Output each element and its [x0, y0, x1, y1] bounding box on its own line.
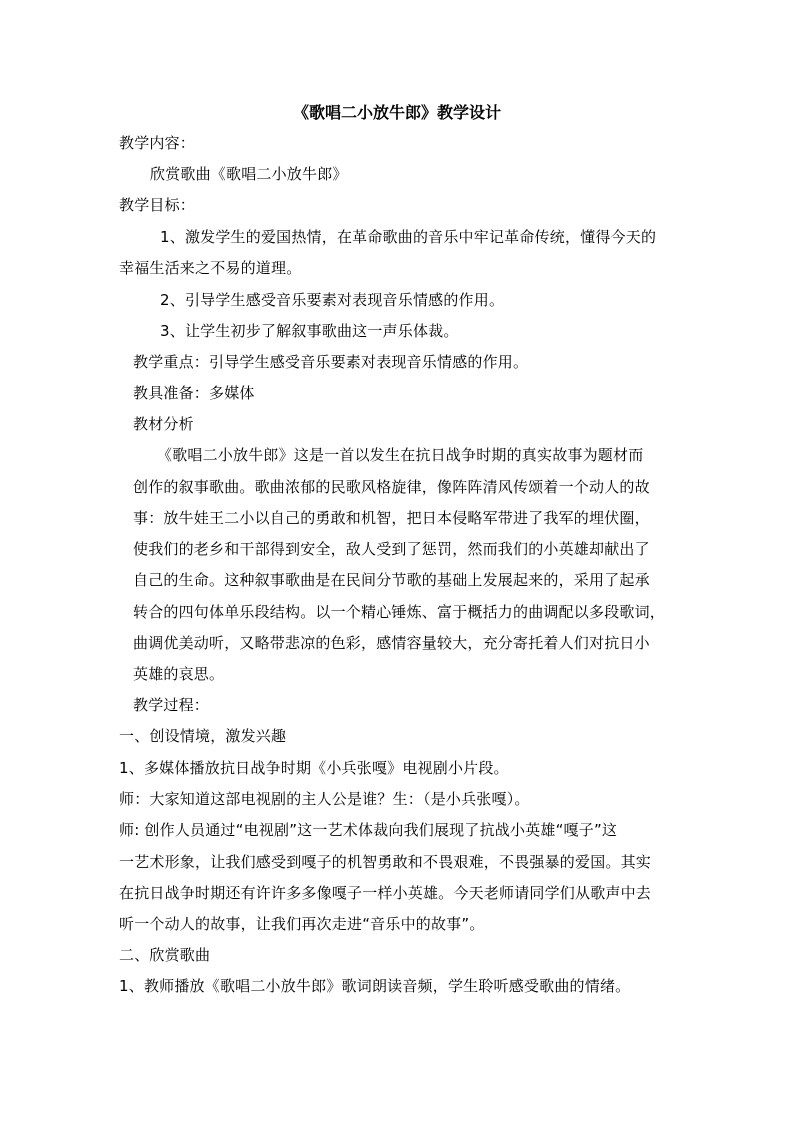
- content-text: 欣赏歌曲《歌唱二小放牛郎》: [150, 165, 348, 183]
- step-2-item-1: 1、教师播放《歌唱二小放牛郎》歌词朗读音频，学生聆听感受歌曲的情绪。: [119, 977, 631, 995]
- objective-1-line-1: 1、激发学生的爱国热情，在革命歌曲的音乐中牢记革命传统，懂得今天的: [160, 228, 657, 246]
- analysis-line-8: 英雄的哀思。: [133, 665, 225, 683]
- objective-2: 2、引导学生感受音乐要素对表现音乐情感的作用。: [160, 291, 505, 309]
- analysis-line-6: 转合的四句体单乐段结构。以一个精心锤炼、富于概括力的曲调配以多段歌词，: [133, 603, 666, 621]
- analysis-line-2: 创作的叙事歌曲。歌曲浓郁的民歌风格旋律，像阵阵清风传颂着一个动人的故: [133, 478, 650, 496]
- step-1-item-1: 1、多媒体播放抗日战争时期《小兵张嘎》电视剧小片段。: [119, 759, 509, 777]
- section-heading-content: 教学内容：: [119, 134, 196, 152]
- objective-3: 3、让学生初步了解叙事歌曲这一声乐体裁。: [160, 322, 459, 340]
- teacher-remark-line-2: 一艺术形象，让我们感受到嘎子的机智勇敢和不畏艰难，不畏强暴的爱国。其实: [119, 853, 652, 871]
- analysis-line-5: 自己的生命。这种叙事歌曲是在民间分节歌的基础上发展起来的，采用了起承: [133, 571, 650, 589]
- objective-1-line-2: 幸福生活来之不易的道理。: [119, 259, 302, 277]
- section-heading-analysis: 教材分析: [133, 415, 194, 433]
- teacher-remark-line-1: 师: 创作人员通过“电视剧”这一艺术体裁向我们展现了抗战小英雄“嘎子”这: [119, 821, 618, 839]
- analysis-line-3: 事：放牛娃王二小以自己的勇敢和机智，把日本侵略军带进了我军的埋伏圈，: [133, 509, 650, 527]
- key-point: 教学重点：引导学生感受音乐要素对表现音乐情感的作用。: [133, 353, 529, 371]
- analysis-line-1: 《歌唱二小放牛郎》这是一首以发生在抗日战争时期的真实故事为题材而: [157, 446, 644, 464]
- analysis-line-4: 使我们的老乡和干部得到安全，敌人受到了惩罚，然而我们的小英雄却献出了: [133, 540, 650, 558]
- teacher-remark-line-4: 听一个动人的故事，让我们再次走进“音乐中的故事”。: [119, 915, 485, 933]
- teacher-remark-line-3: 在抗日战争时期还有许许多多像嘎子一样小英雄。今天老师请同学们从歌声中去: [119, 884, 652, 902]
- section-heading-process: 教学过程：: [133, 696, 210, 714]
- step-1-heading: 一、创设情境，激发兴趣: [119, 727, 287, 745]
- section-heading-objectives: 教学目标：: [119, 196, 196, 214]
- teaching-aids: 教具准备：多媒体: [133, 384, 255, 402]
- analysis-line-7: 曲调优美动听，又略带悲凉的色彩，感情容量较大，充分寄托着人们对抗日小: [133, 634, 650, 652]
- teacher-question: 师：大家知道这部电视剧的主人公是谁？生：（是小兵张嘎）。: [119, 790, 530, 808]
- document-title: 《歌唱二小放牛郎》教学设计: [292, 103, 501, 122]
- step-2-heading: 二、欣赏歌曲: [119, 946, 211, 964]
